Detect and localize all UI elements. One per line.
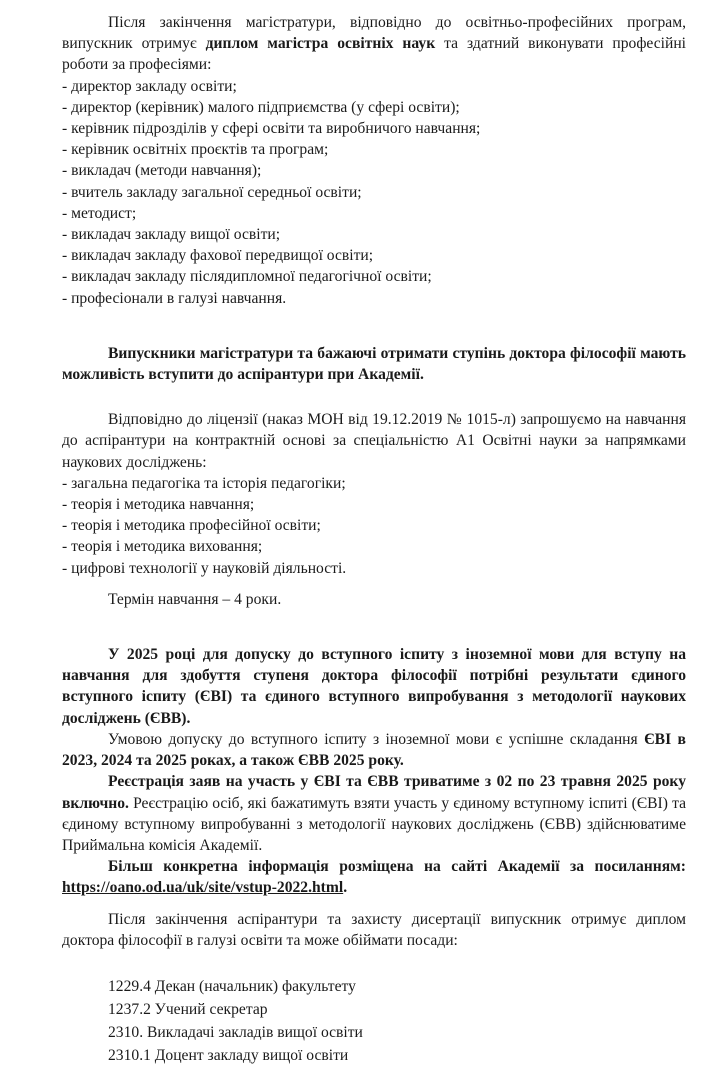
profession-item: - викладач закладу фахової передвищої освіти;	[62, 247, 374, 265]
admission-condition	[62, 729, 686, 771]
license-paragraph: Відповідно до ліцензії (наказ МОН від 19.12.2019 № 1015-л) запрошуємо на навчання до аспірантури на контрактній основі за спеціальністю А1 Освітні науки за напрямками наукових досліджень:	[62, 411, 686, 471]
position-item: 2310. Викладачі закладів вищої освіти	[108, 1023, 363, 1041]
research-direction-item: - цифрові технології у науковій діяльності.	[62, 559, 347, 577]
registration-paragraph	[62, 771, 686, 856]
aspirantura-heading: Випускники магістратури та бажаючі отримати ступінь доктора філософії мають можливість вступити до аспірантури при Академії.	[62, 344, 686, 384]
academy-website-link[interactable]: https://oano.od.ua/uk/site/vstup-2022.html	[62, 879, 344, 897]
research-direction-item: - теорія і методика навчання;	[62, 496, 255, 514]
research-direction-item: - загальна педагогіка та історія педагогіки;	[62, 474, 346, 492]
positions-list	[62, 975, 686, 1067]
doctorate-paragraph: Після закінчення аспірантури та захисту дисертації випускник отримує диплом доктора філософії в галузі освіти та може обіймати посади:	[62, 910, 686, 949]
profession-item: - професіонали в галузі навчання.	[62, 289, 287, 307]
profession-item: - методист;	[62, 204, 137, 222]
position-item: 1237.2 Учений секретар	[108, 1000, 268, 1018]
masters-intro-paragraph	[62, 12, 686, 76]
profession-item: - викладач (методи навчання);	[62, 162, 262, 180]
profession-item: - викладач закладу післядипломної педагогічної освіти;	[62, 268, 432, 286]
profession-item: - директор закладу освіти;	[62, 77, 237, 95]
profession-item: - керівник освітніх проєктів та програм;	[62, 141, 329, 159]
intro-text-end: та здатний виконувати професійні роботи за професіями:	[62, 35, 687, 74]
condition-text: Умовою допуску до вступного іспиту з іноземної мови є успішне складання	[108, 730, 645, 748]
info-paragraph	[62, 856, 686, 898]
info-bold-text: Більш конкретна інформація розміщена на сайті Академії за посиланням:	[108, 858, 686, 876]
evi-heading: У 2025 році для допуску до вступного іспиту з іноземної мови для вступу на навчання для здобуття ступеня доктора філософії потрібні результати єдиного вступного іспиту (ЄВІ) та єдиного вступного випробування з методології наукових досліджень (ЄВВ).	[62, 646, 686, 727]
position-item: 2310.1 Доцент закладу вищої освіти	[108, 1046, 349, 1064]
research-direction-item: - теорія і методика професійної освіти;	[62, 517, 321, 535]
registration-text: Реєстрацію осіб, які бажатимуть взяти участь у єдиному вступному іспиті (ЄВІ) та єдиному вступному випробуванні з методології наукових досліджень (ЄВВ) здійснюватиме Приймальна комісія Академії.	[62, 794, 686, 854]
profession-item: - викладач закладу вищої освіти;	[62, 226, 281, 244]
profession-item: - вчитель закладу загальної середньої освіти;	[62, 183, 362, 201]
position-item: 1229.4 Декан (начальник) факультету	[108, 977, 356, 995]
profession-item: - керівник підрозділів у сфері освіти та виробничого навчання;	[62, 120, 481, 138]
link-period: .	[343, 879, 348, 897]
condition-bold-text: ЄВІ в 2023, 2024 та 2025 роках, а також ЄВВ 2025 року.	[62, 730, 686, 770]
document-page	[62, 12, 686, 1067]
professions-list	[62, 76, 686, 309]
study-term: Термін навчання – 4 роки.	[108, 590, 282, 608]
intro-bold-text: диплом магістра освітніх наук	[205, 35, 436, 53]
research-directions-list	[62, 473, 686, 579]
research-direction-item: - теорія і методика виховання;	[62, 538, 263, 556]
profession-item: - директор (керівник) малого підприємства (у сфері освіти);	[62, 98, 460, 116]
intro-text: Після закінчення магістратури, відповідно до освітньо-професійних програм, випускник отримує	[62, 14, 686, 53]
registration-dates: Реєстрація заяв на участь у ЄВІ та ЄВВ триватиме з 02 по 23 травня 2025 року включно.	[62, 773, 686, 812]
